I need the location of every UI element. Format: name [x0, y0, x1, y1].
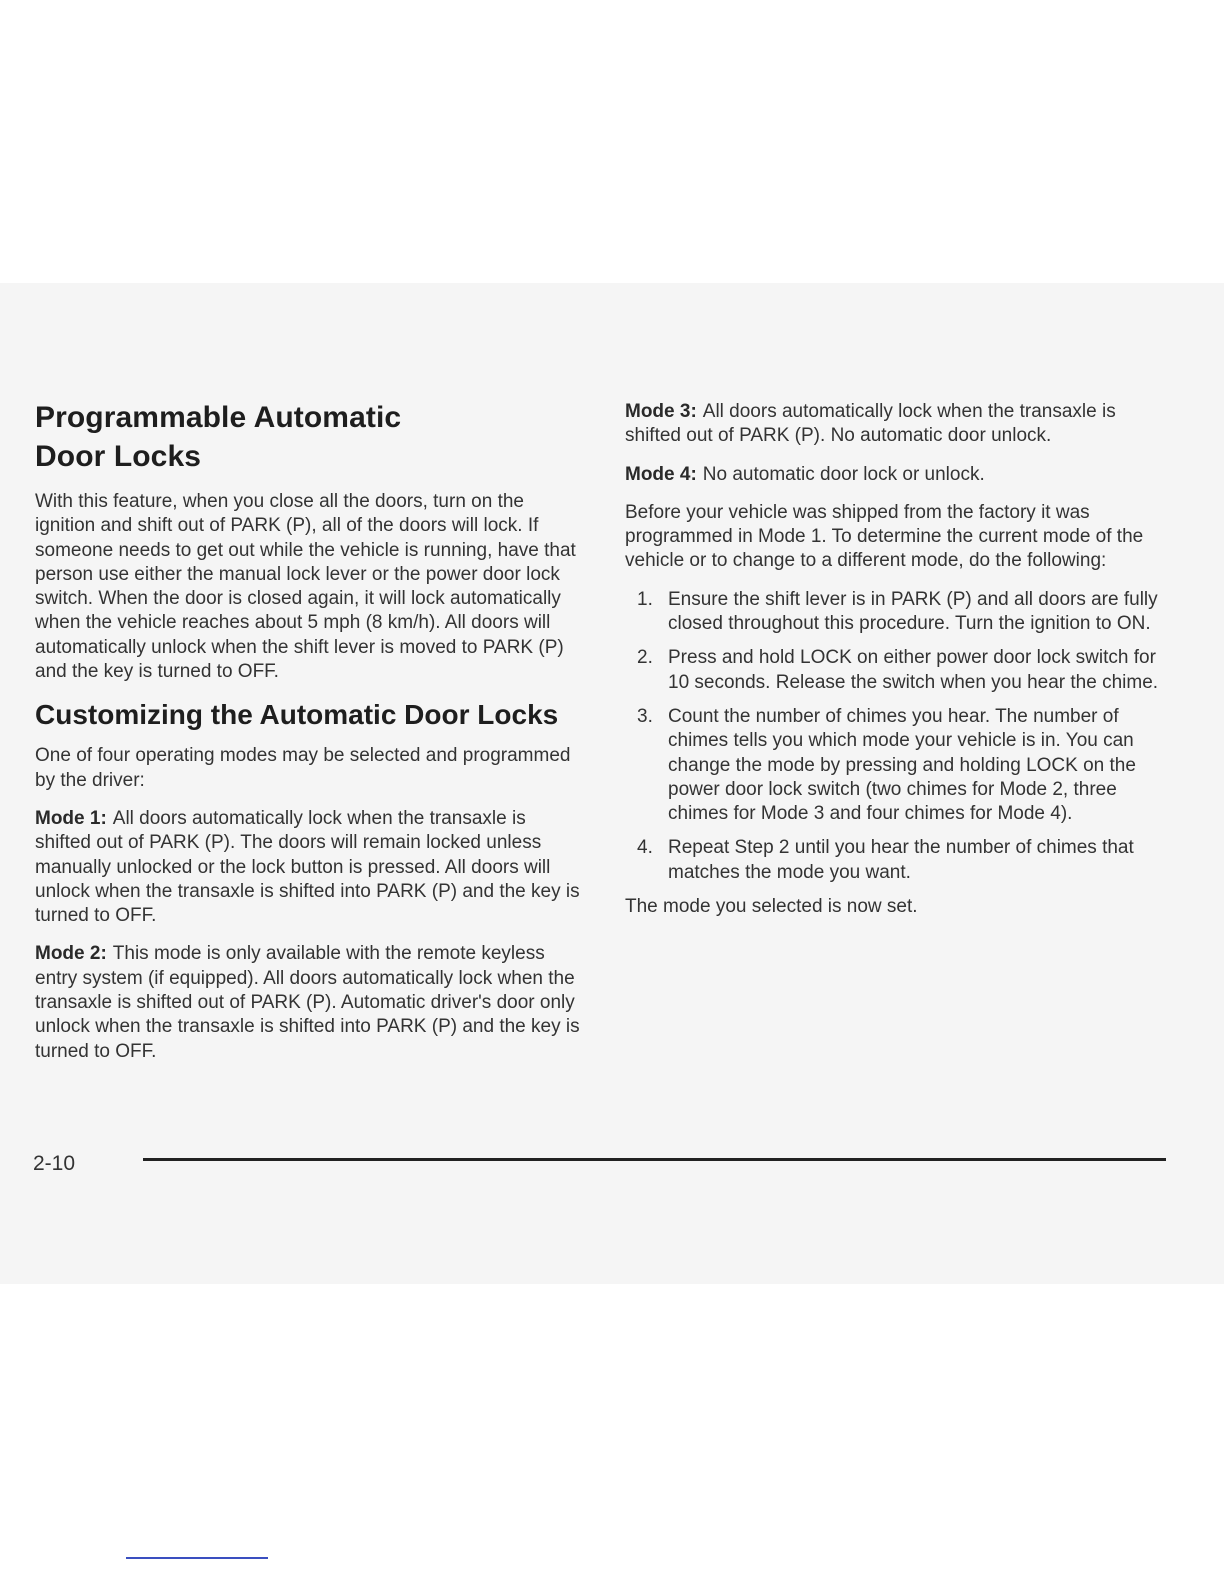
- before-paragraph: Before your vehicle was shipped from the factory it was programmed in Mode 1. To determine the current mode of the vehicle or to change to a different mode, do the following:: [625, 501, 1144, 572]
- modes-intro-paragraph: One of four operating modes may be selected and programmed by the driver:: [35, 745, 571, 791]
- list-item: [625, 705, 1170, 826]
- mode2-text: This mode is only available with the remote keyless entry system (if equipped). All doors automatically lock when the transaxle is shifted out of PARK (P). Automatic driver's door only unlock when the transaxle is shifted into PARK (P) and the key is turned to OFF.: [35, 943, 580, 1062]
- step-number: 3.: [637, 705, 653, 727]
- closing-paragraph: The mode you selected is now set.: [625, 896, 918, 918]
- steps-list: [625, 588, 1170, 885]
- mode3-text: All doors automatically lock when the transaxle is shifted out of PARK (P). No automatic door unlock.: [625, 401, 1116, 447]
- footer-divider: [143, 1158, 1166, 1161]
- right-column: [625, 400, 1170, 933]
- section-title-line1: Programmable Automatic: [35, 401, 402, 434]
- list-item: [625, 646, 1170, 695]
- mode2-label: Mode 2:: [35, 943, 107, 965]
- mode2-paragraph: [35, 942, 585, 1063]
- mode3-label: Mode 3:: [625, 401, 697, 422]
- mode3-paragraph: [625, 400, 1170, 449]
- step-text: Press and hold LOCK on either power door lock switch for 10 seconds. Release the switch when you hear the chime.: [668, 647, 1159, 693]
- step-text: Count the number of chimes you hear. The number of chimes tells you which mode your vehicle is in. You can change the mode by pressing and holding LOCK on the power door lock switch (two chimes for Mode 2, three chimes for Mode 3 and four chimes for Mode 4).: [668, 705, 1136, 825]
- mode4-text: No automatic door lock or unlock.: [702, 463, 985, 485]
- mode4-label: Mode 4:: [625, 463, 697, 485]
- mode4-paragraph: [625, 463, 1170, 487]
- step-number: 2.: [637, 647, 653, 669]
- mode1-paragraph: [35, 807, 585, 928]
- step-text: Repeat Step 2 until you hear the number of chimes that matches the mode you want.: [668, 837, 1134, 883]
- list-item: [625, 836, 1170, 885]
- mode1-label: Mode 1:: [35, 807, 107, 829]
- step-number: 1.: [637, 588, 653, 610]
- bottom-underline: [126, 1557, 268, 1559]
- list-item: [625, 588, 1170, 637]
- step-text: Ensure the shift lever is in PARK (P) and all doors are fully closed throughout this procedure. Turn the ignition to ON.: [668, 588, 1158, 635]
- intro-paragraph: With this feature, when you close all the doors, turn on the ignition and shift out of PARK (P), all of the doors will lock. If someone needs to get out while the vehicle is running, have that person use either the manual lock lever or the power door lock switch. When the door is closed again, it will lock automatically when the vehicle reaches about 5 mph (8 km/h). All doors will automatically unlock when the shift lever is moved to PARK (P) and the key is turned to OFF.: [35, 491, 576, 683]
- step-number: 4.: [637, 837, 653, 859]
- customizing-heading: Customizing the Automatic Door Locks: [35, 699, 559, 731]
- section-title: [35, 398, 585, 476]
- section-title-line2: Door Locks: [35, 440, 202, 473]
- page-number: 2-10: [33, 1152, 76, 1175]
- mode1-text: All doors automatically lock when the transaxle is shifted out of PARK (P). The doors will remain locked unless manually unlocked or the lock button is pressed. All doors will unlock when the transaxle is shifted into PARK (P) and the key is turned to OFF.: [35, 807, 580, 927]
- left-column: [35, 398, 585, 1078]
